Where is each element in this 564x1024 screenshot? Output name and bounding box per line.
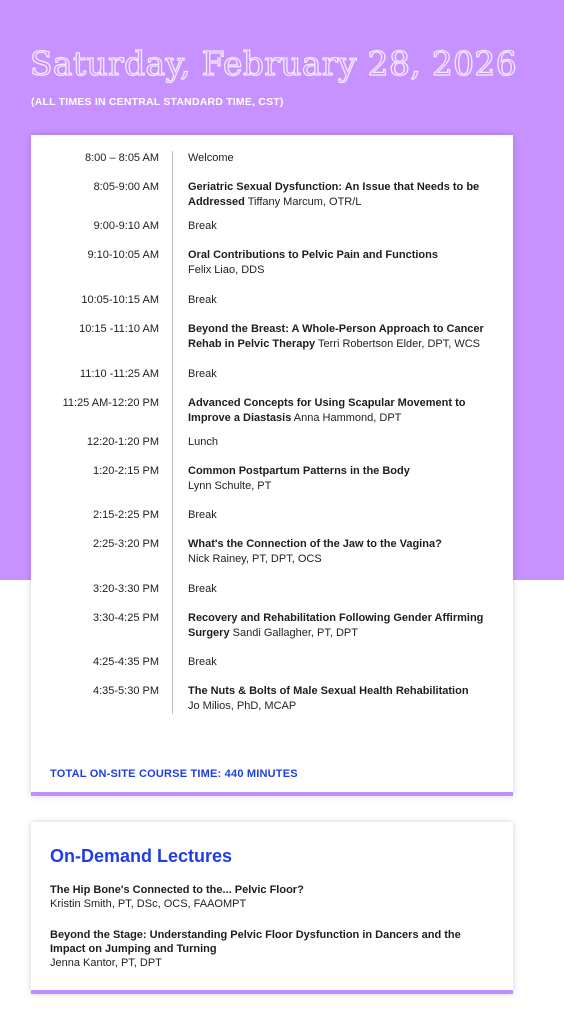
session-speaker: Terri Robertson Elder, DPT, WCS [318,338,481,350]
session-info [188,684,488,714]
schedule-row [31,219,513,234]
on-demand-card [31,822,513,994]
session-time: 8:05-9:00 AM [93,181,159,193]
session-title: Advanced Concepts for Using Scapular Movement to Improve a Diastasis [188,397,466,424]
lecture-title: The Hip Bone's Connected to the... Pelvic Floor? [50,884,304,896]
schedule-row [31,611,513,641]
session-label: Break [188,220,217,232]
session-info [188,464,488,494]
timezone-note: (ALL TIMES IN CENTRAL STANDARD TIME, CST) [31,96,284,108]
session-title: Recovery and Rehabilitation Following Gender Affirming Surgery [188,612,484,639]
session-label: Break [188,656,217,668]
on-demand-lecture [50,883,470,911]
schedule-row [31,655,513,670]
session-title: Oral Contributions to Pelvic Pain and Functions [188,249,438,261]
session-speaker: Lynn Schulte, PT [188,480,272,492]
on-demand-title: On-Demand Lectures [50,846,233,866]
session-speaker: Sandi Gallagher, PT, DPT [232,627,358,639]
session-label: Break [188,368,217,380]
session-label: Break [188,583,217,595]
session-label: Break [188,294,217,306]
total-course-time: TOTAL ON-SITE COURSE TIME: 440 MINUTES [50,768,298,780]
session-speaker: Nick Rainey, PT, DPT, OCS [188,553,322,565]
lecture-speaker: Jenna Kantor, PT, DPT [50,957,162,969]
session-time: 9:00-9:10 AM [93,220,159,232]
session-time: 11:25 AM-12:20 PM [62,397,159,409]
schedule-row [31,537,513,567]
session-time: 3:20-3:30 PM [92,583,159,595]
session-info [188,151,488,166]
schedule-row [31,151,513,166]
session-info [188,396,488,426]
session-time: 4:35-5:30 PM [92,685,159,697]
schedule-row [31,322,513,352]
session-time: 8:00 – 8:05 AM [85,152,159,164]
schedule-list [31,151,513,714]
lecture-speaker: Kristin Smith, PT, DSc, OCS, FAAOMPT [50,898,247,910]
schedule-row [31,464,513,494]
page-title: Saturday, February 28, 2026 [30,44,518,83]
on-demand-lecture [50,928,470,970]
session-time: 12:20-1:20 PM [86,436,159,448]
session-speaker: Tiffany Marcum, OTR/L [247,196,362,208]
session-info [188,655,488,670]
session-speaker: Anna Hammond, DPT [293,412,402,424]
session-info [188,293,488,308]
session-time: 9:10-10:05 AM [87,249,159,261]
session-info [188,367,488,382]
session-info [188,435,488,450]
session-title: What's the Connection of the Jaw to the Vagina? [188,538,442,550]
session-title: Geriatric Sexual Dysfunction: An Issue that Needs to be Addressed [188,181,480,208]
schedule-row [31,180,513,210]
session-time: 10:15 -11:10 AM [79,323,159,335]
session-info [188,180,488,210]
session-info [188,248,488,278]
session-label: Welcome [188,152,234,164]
schedule-row [31,396,513,426]
session-label: Break [188,509,217,521]
schedule-card [31,135,513,796]
session-speaker: Felix Liao, DDS [188,264,265,276]
session-info [188,508,488,523]
lecture-title: Beyond the Stage: Understanding Pelvic Floor Dysfunction in Dancers and the Impact on Jumping and Turning [50,929,461,955]
session-title: Common Postpartum Patterns in the Body [188,465,410,477]
schedule-row [31,248,513,278]
session-info [188,582,488,597]
session-speaker: Jo Milios, PhD, MCAP [188,700,297,712]
session-time: 2:15-2:25 PM [92,509,159,521]
session-time: 10:05-10:15 AM [81,294,159,306]
session-title: The Nuts & Bolts of Male Sexual Health Rehabilitation [188,685,469,697]
schedule-row [31,367,513,382]
session-time: 4:25-4:35 PM [92,656,159,668]
schedule-row [31,508,513,523]
session-info [188,322,488,352]
schedule-row [31,293,513,308]
session-title: Beyond the Breast: A Whole-Person Approach to Cancer Rehab in Pelvic Therapy [188,323,484,350]
schedule-row [31,582,513,597]
session-time: 1:20-2:15 PM [92,465,159,477]
session-info [188,219,488,234]
session-info [188,537,488,567]
schedule-row [31,435,513,450]
session-info [188,611,488,641]
session-time: 11:10 -11:25 AM [79,368,159,380]
session-label: Lunch [188,436,218,448]
schedule-row [31,684,513,714]
session-time: 2:25-3:20 PM [92,538,159,550]
session-time: 3:30-4:25 PM [92,612,159,624]
